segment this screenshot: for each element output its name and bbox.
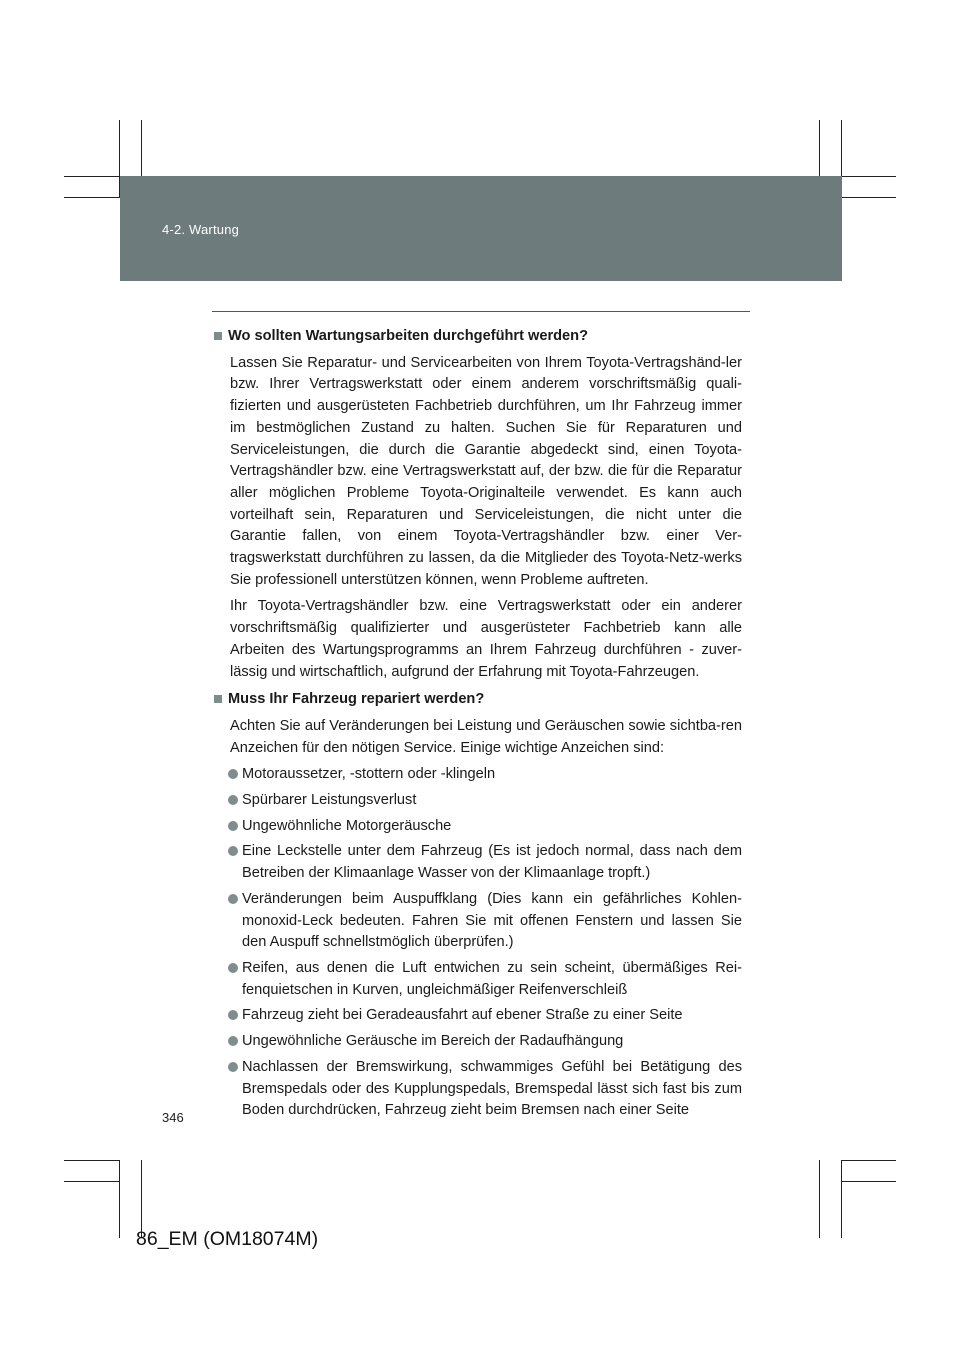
list-item: Motoraussetzer, -stottern oder -klingeln [214, 764, 742, 786]
page-content [214, 326, 742, 1122]
page-number: 346 [162, 1110, 184, 1125]
paragraph: Ihr Toyota-Vertragshändler bzw. eine Vertragswerkstatt oder ein anderer vorschriftsmäßig qualifizierter und ausgerüsteter Fachbetrieb kann alle Arbeiten des Wartungsprogramms an Ihrem Fahrzeug durchführen - zuver-lässig und wirtschaftlich, aufgrund der Erfahrung mit Toyota-Fahrzeugen. [230, 598, 742, 680]
crop-mark [842, 1181, 896, 1182]
square-bullet-icon [214, 332, 222, 340]
paragraph: Lassen Sie Reparatur- und Servicearbeiten von Ihrem Toyota-Vertragshänd-ler bzw. Ihrer Vertragswerkstatt oder einem anderem vorschriftsmäßig quali-fizierten und ausgerüsteten Fachbetrieb durchführen, um Ihr Fahrzeug immer im bestmöglichen Zustand zu halten. Suchen Sie für Reparaturen und Serviceleistungen, die durch die Garantie abgedeckt sind, einen Toyota-Vertragshändler bzw. eine Vertragswerkstatt auf, der bzw. die für die Reparatur aller möglichen Probleme Toyota-Originalteile verwendet. Es kann auch vorteilhaft sein, Reparaturen und Serviceleistungen, die nicht unter die Garantie fallen, von einem Toyota-Vertragshändler bzw. einer Ver-tragswerkstatt durchführen zu lassen, da die Mitglieder des Toyota-Netz-werks Sie professionell unterstützen können, wenn Probleme auftreten. [230, 354, 742, 588]
crop-mark [842, 176, 896, 177]
crop-mark [819, 1160, 820, 1238]
crop-mark [64, 176, 120, 177]
paragraph: Achten Sie auf Veränderungen bei Leistung und Geräuschen sowie sichtba-ren Anzeichen für den nötigen Service. Einige wichtige Anzeichen sind: [230, 717, 742, 756]
crop-mark [841, 1160, 842, 1238]
circle-bullet-icon [228, 894, 238, 904]
top-rule [212, 311, 750, 312]
circle-bullet-icon [228, 1010, 238, 1020]
section-label: 4-2. Wartung [162, 222, 240, 237]
square-bullet-icon [214, 695, 222, 703]
document-code: 86_EM (OM18074M) [136, 1228, 319, 1250]
list-item: Nachlassen der Bremswirkung, schwammiges Gefühl bei Betätigung des Bremspedals oder des Kupplungspedals, Bremspedal lässt sich fast bis zum Boden durchdrücken, Fahrzeug zieht beim Bremsen nach einer Seite [214, 1057, 742, 1122]
list-item: Fahrzeug zieht bei Geradeausfahrt auf ebener Straße zu einer Seite [214, 1005, 742, 1027]
crop-mark [119, 1160, 120, 1238]
list-item: Reifen, aus denen die Luft entwichen zu sein scheint, übermäßiges Rei-fenquietschen in Kurven, ungleichmäßiger Reifenverschleiß [214, 958, 742, 1001]
circle-bullet-icon [228, 1062, 238, 1072]
list-item: Ungewöhnliche Geräusche im Bereich der Radaufhängung [214, 1031, 742, 1053]
circle-bullet-icon [228, 821, 238, 831]
crop-mark [842, 1160, 896, 1161]
crop-mark [842, 197, 896, 198]
crop-mark [64, 1181, 120, 1182]
circle-bullet-icon [228, 769, 238, 779]
list-item: Ungewöhnliche Motorgeräusche [214, 816, 742, 838]
circle-bullet-icon [228, 795, 238, 805]
section-heading: Muss Ihr Fahrzeug repariert werden? [214, 689, 742, 711]
circle-bullet-icon [228, 846, 238, 856]
section-heading: Wo sollten Wartungsarbeiten durchgeführt werden? [214, 326, 742, 348]
circle-bullet-icon [228, 963, 238, 973]
list-item: Spürbarer Leistungsverlust [214, 790, 742, 812]
list-item: Eine Leckstelle unter dem Fahrzeug (Es ist jedoch normal, dass nach dem Betreiben der Klimaanlage Wasser von der Klimaanlage tropft.) [214, 841, 742, 884]
circle-bullet-icon [228, 1036, 238, 1046]
crop-mark [141, 1160, 142, 1238]
crop-mark [64, 197, 120, 198]
list-item: Veränderungen beim Auspuffklang (Dies kann ein gefährliches Kohlen-monoxid-Leck bedeuten. Fahren Sie mit offenen Fenstern und lassen Sie den Auspuff schnellstmöglich überprüfen.) [214, 889, 742, 954]
crop-mark [64, 1160, 120, 1161]
